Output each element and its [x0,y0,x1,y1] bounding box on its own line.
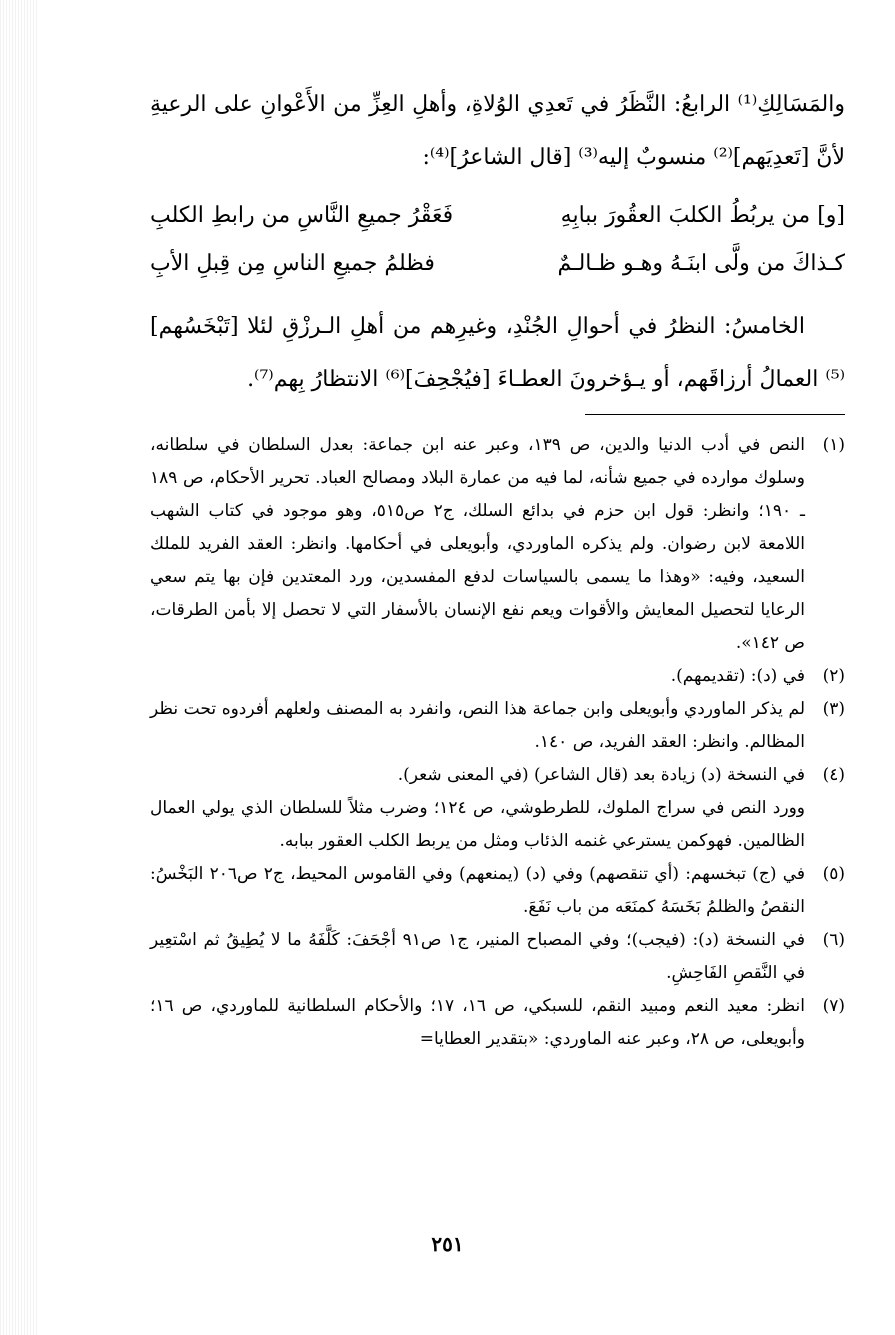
footnote-1 [150,429,845,660]
paragraph-fourth: والمَسَالِكِ⁽¹⁾ الرابعُ: النَّظَرُ في تَعدِي الوُلاةِ، وأهلِ العِزِّ من الأَعْوانِ على الرعيةِ لأنَّ [تَعدِيَهم]⁽²⁾ منسوبٌ إليه⁽³⁾ [قال الشاعرُ]⁽⁴⁾: [150,92,845,170]
footnote-7 [150,990,845,1056]
footnote-2 [150,660,845,693]
poem [150,192,845,288]
footnote-number: (٣) [822,699,845,719]
footnotes [150,429,845,1056]
footnote-text: لم يذكر الماوردي وأبويعلى وابن جماعة هذا النص، وانفرد به المصنف ولعلهم أفردوه تحت نظر المظالم. وانظر: العقد الفريد، ص ١٤٠. [150,699,805,752]
footnote-number: (٦) [822,930,845,950]
footnote-6 [150,924,845,990]
poem-verse-1 [150,192,845,240]
verse-1-second-hemistich: فَعَقْرُ جميعِ النَّاسِ من رابطِ الكلبِ [150,203,454,228]
footnote-3 [150,693,845,759]
footnote-text: في (ج) تبخسهم: (أي تنقصهم) وفي (د) (يمنعهم) وفي القاموس المحيط، ج٢ ص٢٠٦ البَخْسُ: النقصُ والظلمُ بَخَسَهُ كمنَعَه من باب نَفَعَ. [150,864,805,917]
page-content [150,78,845,1056]
footnote-4-continuation: وورد النص في سراج الملوك، للطرطوشي، ص ١٢٤؛ وضرب مثلاً للسلطان الذي يولي العمال الظالمين. فهوكمن يسترعي غنمه الذئاب ومثل من يربط الكلب العقور ببابه. [150,798,805,851]
footnote-text: في (د): (تقديمهم). [670,666,805,686]
verse-1-first-hemistich: [و] من يربُطُ الكلبَ العقُورَ ببابِهِ [560,203,845,228]
footnote-separator [585,414,845,415]
page-number: ٢٥١ [431,1232,464,1256]
verse-2-first-hemistich: كـذاكَ من ولَّى ابنَـهُ وهـو ظـالـمٌ [557,251,845,276]
footnote-4 [150,759,845,792]
footnote-text: انظر: معيد النعم ومبيد النقم، للسبكي، ص ١٦، ١٧؛ والأحكام السلطانية للماوردي، ص ١٦؛ وأبويعلى، ص ٢٨، وعبر عنه الماوردي: «بتقدير العطايا= [150,996,806,1049]
footnote-number: (١) [822,435,845,455]
footnote-text: النص في أدب الدنيا والدين، ص ١٣٩، وعبر عنه ابن جماعة: بعدل السلطان في سلطانه، وسلوك موارده في جميع شأنه، لما فيه من عمارة البلاد ومصالح العباد. تحرير الأحكام، ص ١٨٩ ـ ١٩٠؛ وانظر: قول ابن حزم في بدائع السلك، ج٢ ص٥١٥، وهو موجود في كتاب الشهب اللامعة لابن رضوان. ولم يذكره الماوردي، وأبويعلى في أحكامها. وانظر: العقد الفريد للملك السعيد، وفيه: «وهذا ما يسمى بالسياسات لدفع المفسدين، ورد المعتدين فإن بها يتم سعي الرعايا لتحصيل المعايش والأقوات ويعم نفع الإنسان بالأسفار التي لا تحصل إلا بأمن الطرقات، ص ١٤٢». [150,435,806,653]
footnote-number: (٤) [822,765,845,785]
verse-2-second-hemistich: فظلمُ جميعِ الناسِ مِن قِبلِ الأبِ [150,251,435,276]
footnote-text: في النسخة (د) زيادة بعد (قال الشاعر) (في المعنى شعر). [397,765,805,785]
footnote-number: (٧) [822,996,845,1016]
footnote-number: (٥) [822,864,845,884]
scan-edge [0,0,38,1335]
footnote-number: (٢) [822,666,845,686]
footnote-text: في النسخة (د): (فيجب)؛ وفي المصباح المنير، ج١ ص٩١ أجْحَفَ: كَلَّفَهُ ما لا يُطِيقُ ثم اسْتعِير في النَّقصِ الفَاحِشِ. [150,930,805,983]
paragraph-fifth: الخامسُ: النظرُ في أحوالِ الجُنْدِ، وغيرِهم من أهلِ الـرزْقِ لئلا [تَبْخَسُهم]⁽⁵⁾ العمالُ أرزاقَهم، أو يـؤخرونَ العطـاءَ [فيُجْحِفَ]⁽⁶⁾ الانتظارُ بِهم⁽⁷⁾. [150,314,845,392]
poem-verse-2 [150,240,845,288]
footnote-5 [150,858,845,924]
